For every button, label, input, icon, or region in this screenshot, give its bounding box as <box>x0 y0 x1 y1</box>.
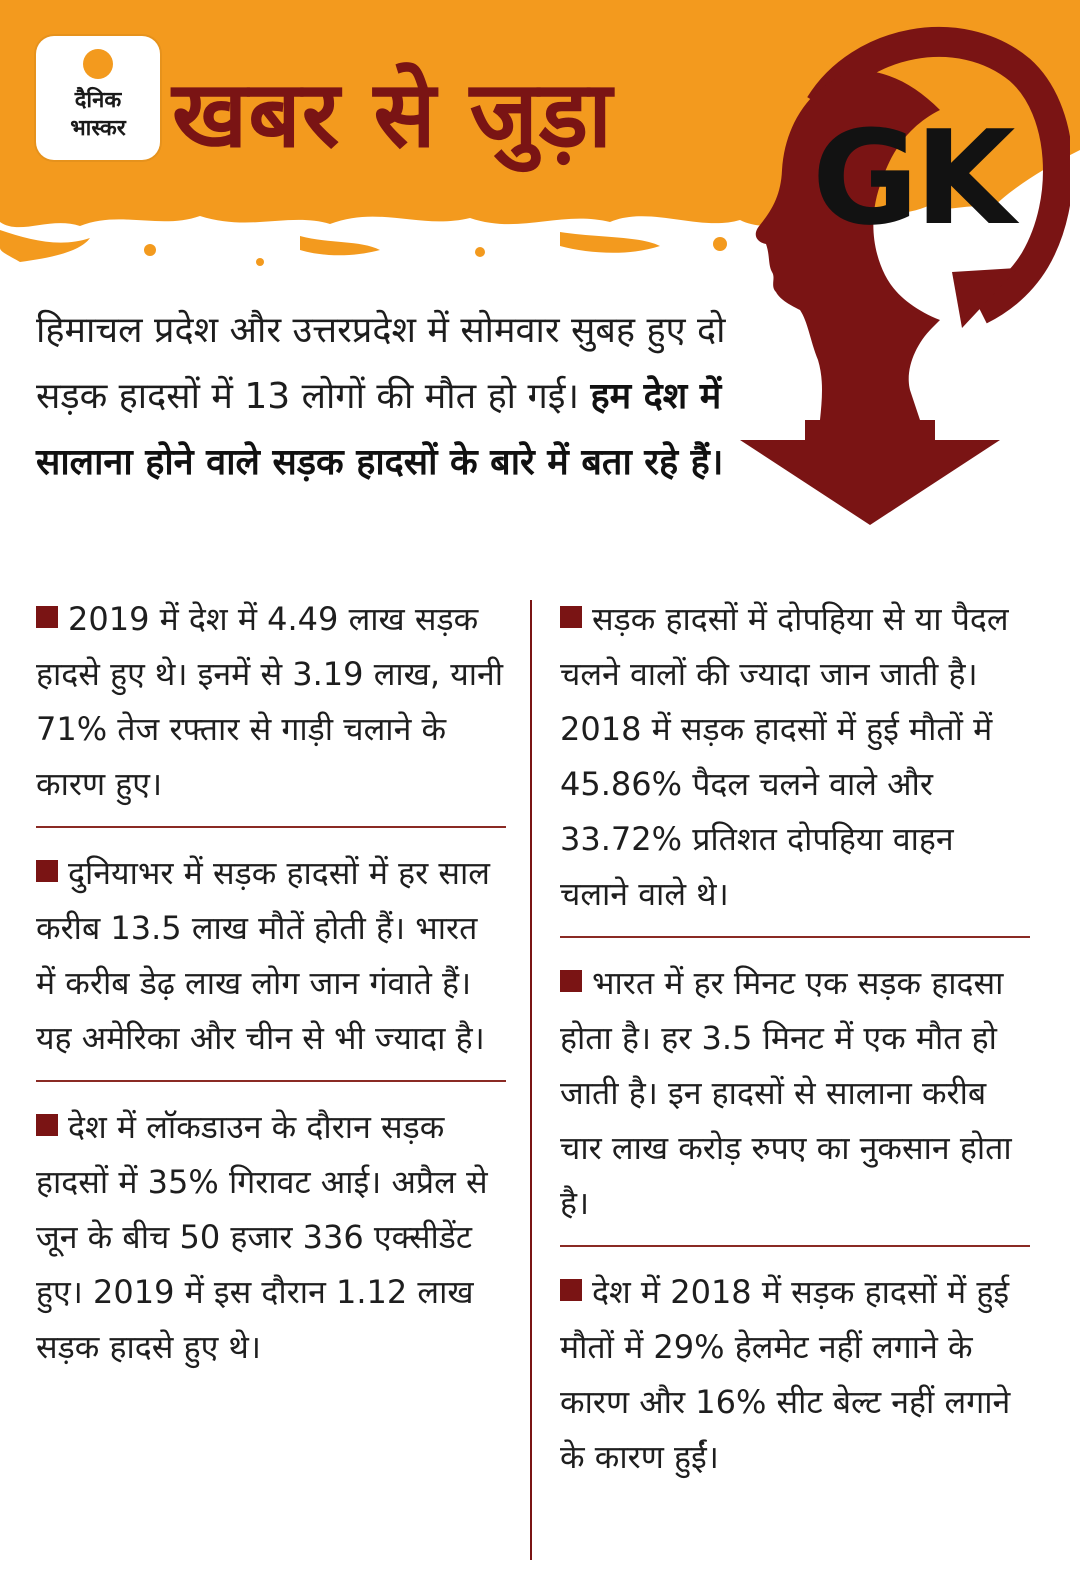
square-bullet-icon <box>36 860 58 882</box>
fact-text: देश में लॉकडाउन के दौरान सड़क हादसों में 35% गिरावट आई। अप्रैल से जून के बीच 50 हजार 336 एक्सीडेंट हुए। 2019 में इस दौरान 1.12 लाख सड़क हादसे हुए थे। <box>36 1108 488 1366</box>
facts-left-column <box>36 592 506 1407</box>
fact-text: 2019 में देश में 4.49 लाख सड़क हादसे हुए थे। इनमें से 3.19 लाख, यानी 71% तेज रफ्तार से गाड़ी चलाने के कारण हुए। <box>36 600 504 803</box>
logo-text-line1: दैनिक <box>74 88 122 113</box>
intro-normal-text: हिमाचल प्रदेश और उत्तरप्रदेश में सोमवार सुबह हुए दो सड़क हादसों में 13 लोगों की मौत हो गई। <box>36 310 726 417</box>
fact-item <box>560 592 1030 938</box>
facts-right-column <box>560 592 1030 1517</box>
fact-text: देश में 2018 में सड़क हादसों में हुई मौतों में 29% हेलमेट नहीं लगाने के कारण और 16% सीट बेल्ट नहीं लगाने के कारण हुईं। <box>560 1273 1011 1476</box>
intro-bold-text: हम देश में सालाना होने वाले सड़क हादसों के बारे में बता रहे हैं। <box>36 376 724 483</box>
fact-text: सड़क हादसों में दोपहिया से या पैदल चलने वालों की ज्यादा जान जाती है। 2018 में सड़क हादसों में हुई मौतों में 45.86% पैदल चलने वाले और 33.72% प्रतिशत दोपहिया वाहन चलाने वाले थे। <box>560 600 1009 913</box>
logo-text-line2: भास्कर <box>70 116 126 141</box>
square-bullet-icon <box>36 1114 58 1136</box>
fact-text: दुनियाभर में सड़क हादसों में हर साल करीब 13.5 लाख मौतें होती हैं। भारत में करीब डेढ़ लाख लोग जान गंवाते हैं। यह अमेरिका और चीन से भी ज्यादा है। <box>36 854 490 1057</box>
fact-item <box>36 1100 506 1389</box>
sun-icon <box>78 44 118 84</box>
head-profile-arrow-icon <box>700 10 1070 530</box>
square-bullet-icon <box>560 606 582 628</box>
fact-text: भारत में हर मिनट एक सड़क हादसा होता है। हर 3.5 मिनट में एक मौत हो जाती है। इन हादसों से सालाना करीब चार लाख करोड़ रुपए का नुकसान होता है। <box>560 964 1012 1222</box>
brand-logo <box>36 36 160 160</box>
page-title: खबर से जुड़ा <box>172 61 613 168</box>
fact-item <box>36 592 506 828</box>
column-divider <box>530 600 532 1560</box>
fact-item <box>560 1265 1030 1499</box>
square-bullet-icon <box>36 606 58 628</box>
gk-badge: GK <box>812 102 1012 254</box>
square-bullet-icon <box>560 970 582 992</box>
fact-item <box>560 956 1030 1247</box>
fact-item <box>36 846 506 1082</box>
square-bullet-icon <box>560 1279 582 1301</box>
intro-paragraph <box>36 298 736 496</box>
